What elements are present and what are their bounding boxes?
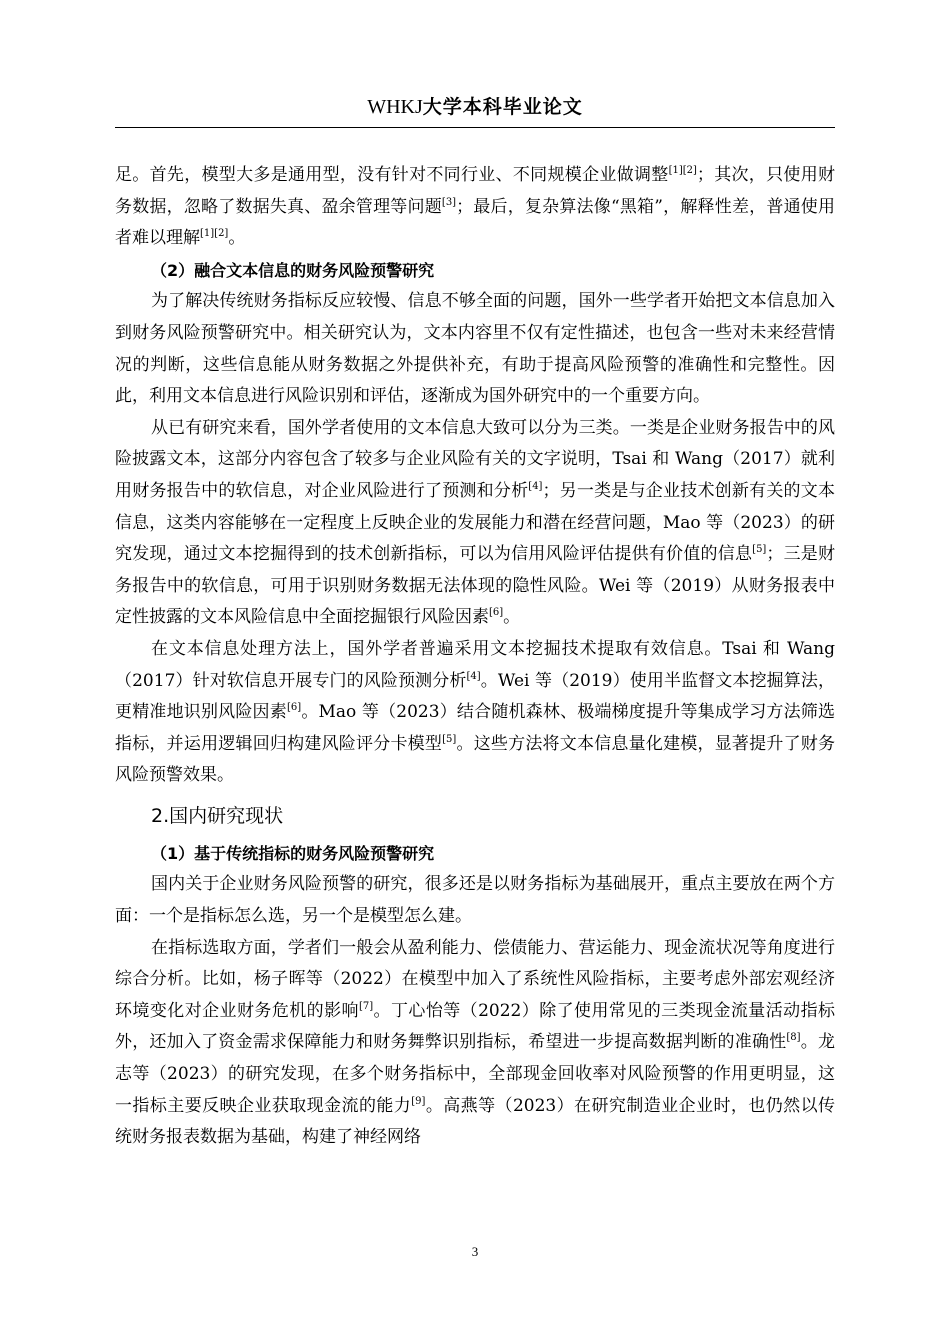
citation-marker: [4]	[528, 480, 543, 492]
citation-marker: [8]	[786, 1032, 801, 1044]
header-rule	[115, 127, 835, 128]
text-run: 在文本信息处理方法上，国外学者普遍采用文本挖掘技术提取有效信息。Tsai 和 Wang（2017）针对软信息开展专门的风险预测分析	[115, 638, 835, 691]
subsection-heading: （2）融合文本信息的财务风险预警研究	[151, 260, 435, 280]
citation-marker: [3]	[441, 196, 457, 208]
paragraph	[115, 413, 835, 634]
text-run: ；最后，复杂算法像“黑箱”，解释性差，普通使用者难以理解	[115, 196, 836, 249]
citation-marker: [1][2]	[200, 228, 229, 240]
citation-marker: [5]	[752, 544, 767, 556]
citation-marker: [5]	[442, 733, 457, 745]
paragraph	[115, 933, 835, 1154]
text-run: ；另一类是与企业技术创新有关的文本信息，这类内容能够在一定程度上反映企业的发展能力和潜在经营问题，Mao 等（2023）的研究发现，通过文本挖掘得到的技术创新指标，可以为信用风险评估提供有价值的信息	[115, 480, 835, 565]
paragraph	[115, 869, 835, 932]
text-run: 国内关于企业财务风险预警的研究，很多还是以财务指标为基础展开，重点主要放在两个方面：一个是指标怎么选，另一个是模型怎么建。	[115, 874, 835, 927]
text-run: ；三是财务报告中的软信息，可用于识别财务数据无法体现的隐性风险。Wei 等（2019）从财务报表中定性披露的文本风险信息中全面挖掘银行风险因素	[115, 544, 836, 628]
paragraph	[115, 634, 835, 792]
text-run: 。	[503, 607, 521, 628]
text-run: 从已有研究来看，国外学者使用的文本信息大致可以分为三类。一类是企业财务报告中的风险披露文本，这部分内容包含了较多与企业风险有关的文字说明，Tsai 和 Wang（2017）就利用财务报告中的软信息，对企业风险进行了预测和分析	[115, 417, 835, 501]
page-number: 3	[471, 1244, 479, 1259]
section-heading: 2.国内研究现状	[151, 804, 284, 827]
text-run: 。高燕等（2023）在研究制造业企业时，也仍然以传统财务报表数据为基础，构建了神经网络	[115, 1095, 835, 1148]
citation-marker: [6]	[286, 702, 302, 714]
citation-marker: [7]	[358, 1000, 374, 1012]
header-latin: WHKJ	[367, 96, 423, 118]
text-run: 足。首先，模型大多是通用型，没有针对不同行业、不同规模企业做调整	[115, 165, 669, 185]
text-run: 为了解决传统财务指标反应较慢、信息不够全面的问题，国外一些学者开始把文本信息加入到财务风险预警研究中。相关研究认为，文本内容里不仅有定性描述，也包含一些对未来经营情况的判断，这些信息能从财务数据之外提供补充，有助于提高风险预警的准确性和完整性。因此，利用文本信息进行风险识别和评估，逐渐成为国外研究中的一个重要方向。	[115, 291, 835, 407]
header-title: 大学本科毕业论文	[422, 96, 583, 118]
text-run: 。	[228, 228, 246, 249]
subsection-heading: （1）基于传统指标的财务风险预警研究	[151, 843, 435, 863]
paragraph	[115, 160, 835, 255]
text-run: 在指标选取方面，学者们一般会从盈利能力、偿债能力、营运能力、现金流状况等角度进行综合分析。比如，杨子晖等（2022）在模型中加入了系统性风险指标，主要考虑外部宏观经济环境变化对企业财务危机的影响	[115, 937, 835, 1021]
running-header	[0, 92, 950, 119]
text-run: ；其次，只使用财务数据，忽略了数据失真、盈余管理等问题	[115, 165, 835, 217]
paragraph	[115, 286, 835, 412]
text-run: 。龙志等（2023）的研究发现，在多个财务指标中，全部现金回收率对风险预警的作用更明显，这一指标主要反映企业获取现金流的能力	[115, 1032, 836, 1116]
text-run: 。丁心怡等（2022）除了使用常见的三类现金流量活动指标外，还加入了资金需求保障能力和财务舞弊识别指标，希望进一步提高数据判断的准确性	[115, 1000, 836, 1053]
citation-marker: [1][2]	[668, 165, 697, 176]
citation-marker: [9]	[411, 1095, 426, 1107]
text-run: 。这些方法将文本信息量化建模，显著提升了财务风险预警效果。	[115, 733, 836, 786]
citation-marker: [4]	[466, 670, 481, 682]
text-run: 。Mao 等（2023）结合随机森林、极端梯度提升等集成学习方法筛选指标，并运用逻辑回归构建风险评分卡模型	[115, 702, 836, 754]
page-body	[115, 160, 835, 1154]
text-run: 。Wei 等（2019）使用半监督文本挖掘算法，更精准地识别风险因素	[115, 670, 835, 723]
citation-marker: [6]	[489, 607, 504, 619]
